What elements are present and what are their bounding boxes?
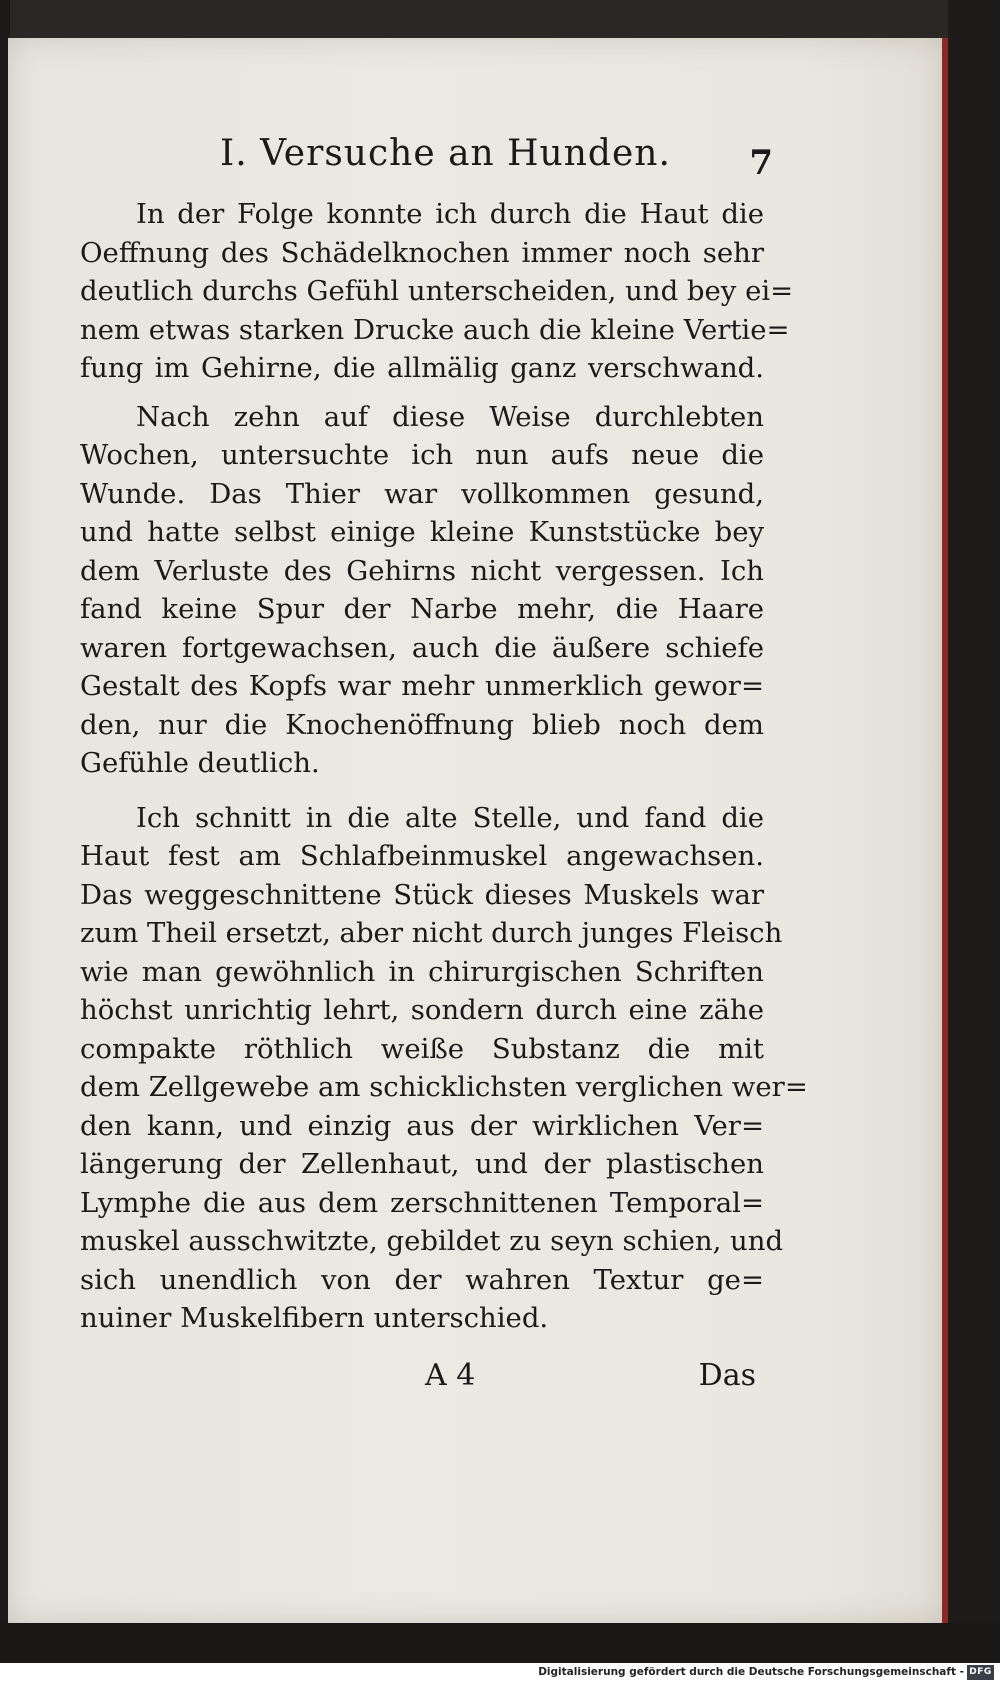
page-footer — [80, 1352, 764, 1402]
paragraph-3 — [80, 799, 808, 1338]
page-red-edge — [942, 38, 948, 1623]
text-line: compakte röthlich weiße Substanz die mit — [80, 1032, 764, 1065]
text-line: höchst unrichtig lehrt, sondern durch eine zähe — [80, 994, 764, 1026]
text-line: Gefühle deutlich. — [80, 747, 320, 779]
text-line: nuiner Muskelfibern unterschied. — [80, 1302, 549, 1334]
text-line: waren fortgewachsen, auch die äußere schiefe — [80, 631, 764, 664]
text-line: muskel ausschwitzte, gebildet zu seyn schien, und — [80, 1225, 784, 1257]
digitization-note: Digitalisierung gefördert durch die Deutsche Forschungsgemeinschaft - — [538, 1666, 964, 1678]
scan-bottom-edge — [0, 1623, 1000, 1663]
page-number: 7 — [749, 143, 774, 183]
paragraph-1 — [80, 195, 794, 388]
text-line: Oeffnung des Schädelknochen immer noch sehr — [80, 236, 764, 269]
text-line: fung im Gehirne, die allmälig ganz verschwand. — [80, 352, 764, 384]
text-line: und hatte selbst einige kleine Kunststücke bey — [80, 516, 764, 548]
text-line: Gestalt des Kopfs war mehr unmerklich gewor= — [80, 670, 764, 702]
text-line: dem Zellgewebe am schicklichsten verglichen wer= — [80, 1071, 808, 1103]
signature-mark: A 4 — [425, 1357, 476, 1393]
text-line: Wochen, untersuchte ich nun aufs neue die — [80, 439, 764, 471]
text-line: Ich schnitt in die alte Stelle, und fand die — [136, 801, 764, 834]
text-line: In der Folge konnte ich durch die Haut die — [136, 198, 764, 230]
running-head — [80, 125, 774, 195]
dfg-logo: DFG — [967, 1665, 994, 1680]
text-line: dem Verluste des Gehirns nicht vergessen. Ich — [80, 554, 764, 587]
scan-right-edge — [948, 0, 1000, 1683]
text-line: zum Theil ersetzt, aber nicht durch junges Fleisch — [80, 917, 783, 949]
catchword: Das — [698, 1357, 756, 1393]
text-line: den, nur die Knochenöffnung blieb noch dem — [80, 708, 764, 741]
text-line: deutlich durchs Gefühl unterscheiden, und bey ei= — [80, 275, 794, 307]
text-line: Lymphe die aus dem zerschnittenen Temporal= — [80, 1186, 764, 1219]
paragraph-2 — [80, 398, 764, 783]
running-head-title: I. Versuche an Hunden. — [220, 133, 671, 174]
text-line: Haut fest am Schlafbeinmuskel angewachsen. — [80, 840, 764, 872]
text-line: den kann, und einzig aus der wirklichen Ver= — [80, 1109, 764, 1142]
text-line: fand keine Spur der Narbe mehr, die Haare — [80, 593, 764, 625]
page-text-block — [80, 125, 808, 1402]
text-line: wie man gewöhnlich in chirurgischen Schriften — [80, 955, 764, 988]
text-line: Das weggeschnittene Stück dieses Muskels war — [80, 878, 764, 911]
text-line: Nach zehn auf diese Weise durchlebten — [136, 400, 764, 433]
text-line: nem etwas starken Drucke auch die kleine Vertie= — [80, 313, 790, 346]
text-line: Wunde. Das Thier war vollkommen gesund, — [80, 477, 764, 510]
text-line: sich unendlich von der wahren Textur ge= — [80, 1263, 764, 1296]
text-line: längerung der Zellenhaut, und der plastischen — [80, 1148, 764, 1180]
